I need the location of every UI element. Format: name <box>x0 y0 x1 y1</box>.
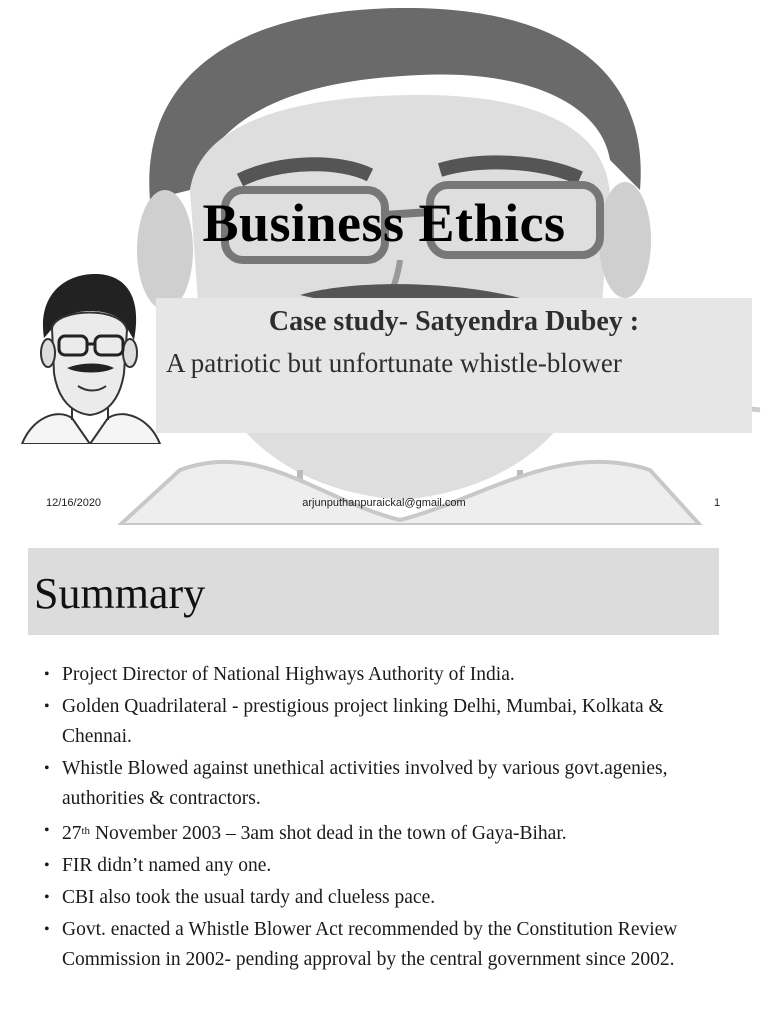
list-item <box>44 660 734 690</box>
bullet-icon: • <box>44 822 50 839</box>
list-item <box>44 915 734 975</box>
bullet-icon: • <box>44 921 50 938</box>
footer-page-number: 1 <box>714 497 721 509</box>
bullet-text: Whistle Blowed against unethical activities involved by various govt.agenies, authorities & contractors. <box>62 758 668 809</box>
bullet-text: Project Director of National Highways Authority of India. <box>62 664 515 685</box>
list-item <box>44 816 734 849</box>
subtitle-box <box>156 298 752 433</box>
list-item <box>44 883 734 913</box>
list-item <box>44 754 734 814</box>
bullet-text: FIR didn’t named any one. <box>62 855 272 876</box>
slide-title: Business Ethics <box>202 193 566 253</box>
ordinal-suffix: th <box>81 825 91 837</box>
summary-title: Summary <box>34 569 206 618</box>
bullet-icon: • <box>44 889 50 906</box>
subtitle-description: A patriotic but unfortunate whistle-blower <box>166 348 622 378</box>
portrait-sketch <box>12 268 162 444</box>
bullet-text: Govt. enacted a Whistle Blower Act recommended by the Constitution Review Commission in 2002- pending approval by the central government since 2002. <box>62 919 678 970</box>
bullet-text: CBI also took the usual tardy and clueless pace. <box>62 887 436 908</box>
bullet-icon: • <box>44 698 50 715</box>
list-item <box>44 851 734 881</box>
bullet-icon: • <box>44 760 50 777</box>
bullet-icon: • <box>44 666 50 683</box>
footer-email: arjunputhanpuraickal@gmail.com <box>302 497 466 509</box>
summary-bullet-list <box>44 660 734 977</box>
subtitle-case-study: Case study- Satyendra Dubey : <box>268 306 640 337</box>
bullet-icon: • <box>44 857 50 874</box>
list-item <box>44 692 734 752</box>
bullet-text: Golden Quadrilateral - prestigious project linking Delhi, Mumbai, Kolkata & Chennai. <box>62 696 664 747</box>
summary-header-bar <box>28 548 719 635</box>
bullet-text-rest: November 2003 – 3am shot dead in the town of Gaya-Bihar. <box>90 823 567 844</box>
bullet-text-day: 27 <box>62 823 82 844</box>
footer-date: 12/16/2020 <box>46 497 102 509</box>
